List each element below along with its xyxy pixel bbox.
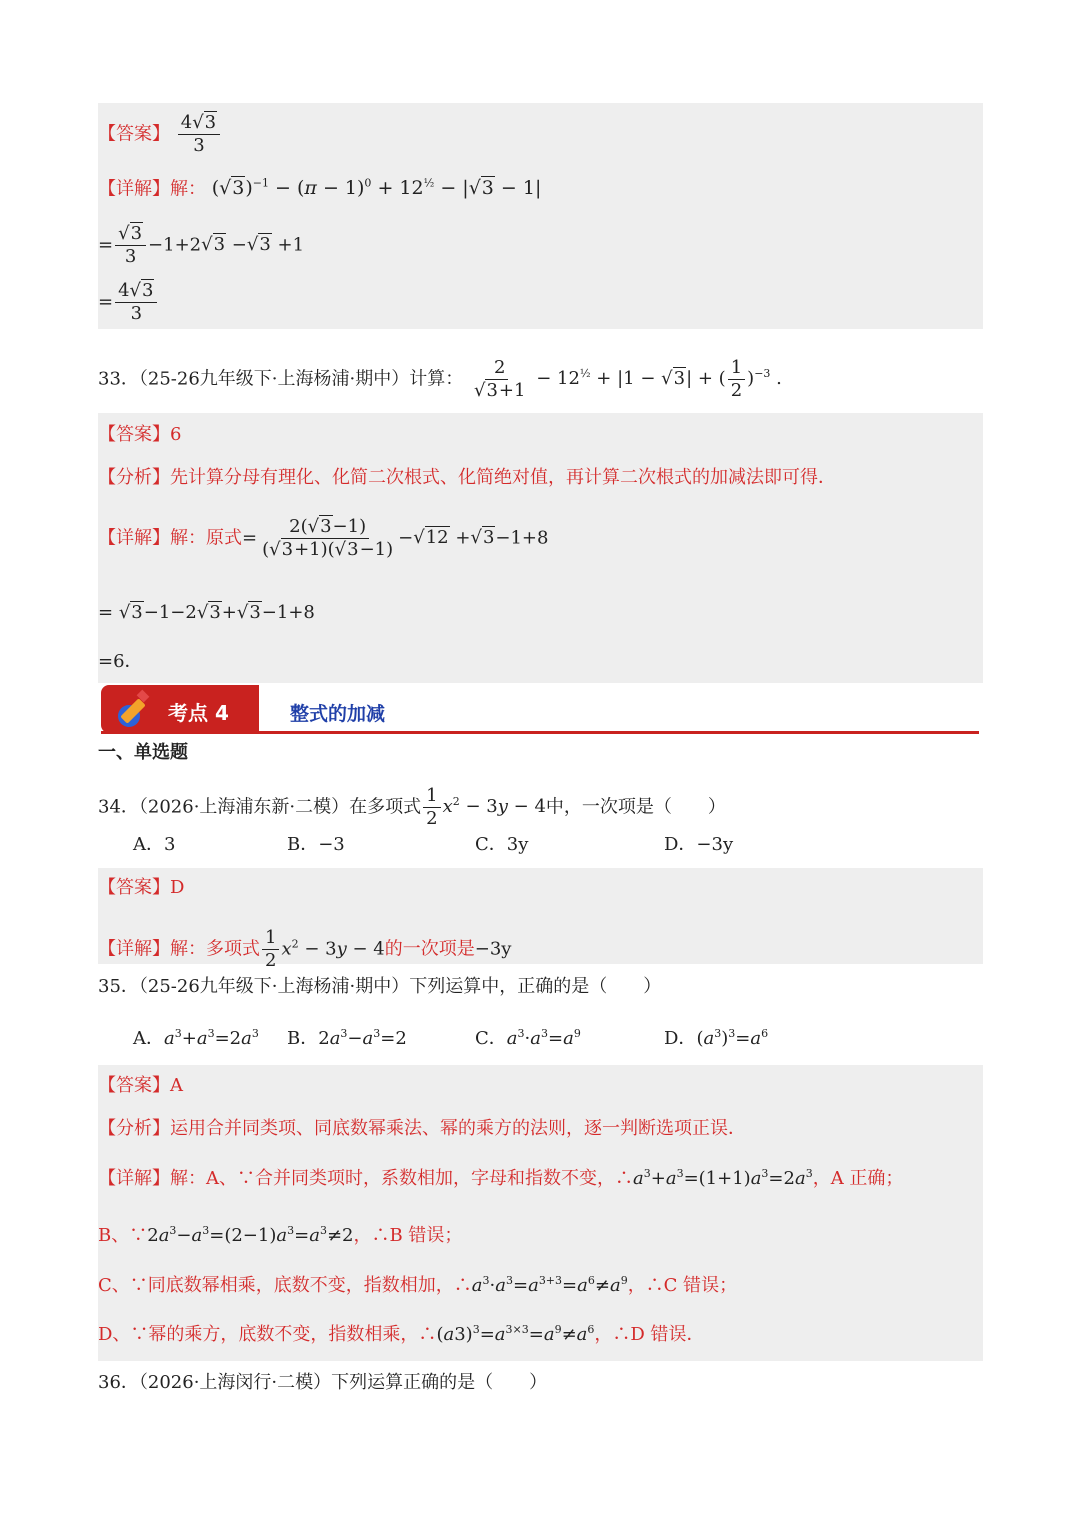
pencil-icon <box>116 688 158 730</box>
q32-step1: = √ $\frac{3}{3}$ −1+2√ 3 −√ 3 +1 <box>98 224 304 267</box>
q33-analysis-line <box>98 469 836 487</box>
q35-detail-line4: D、∵幂的乘方，底数不变，指数相乘，$\therefore(a3)^3=a^{3\times 3}=a^9\ne a^6$，∴D 错误． <box>98 1323 705 1345</box>
section-badge-text: 考点 4 <box>168 701 229 725</box>
answer-value: 6 <box>170 424 182 445</box>
q33-final: =6． <box>98 651 143 672</box>
stem-tail: 中，一次项是（ ） <box>545 796 726 818</box>
q35-detail-line2: B、$\because 2a^3-a^3=(2-1)a^3=a^3\ne 2$，∴B 错误； <box>98 1224 463 1246</box>
q35-option-c[interactable]: C．$a^3\cdot a^3=a^9$ <box>475 1027 581 1049</box>
detail-tail: 的一次项是 <box>384 938 475 960</box>
q32-detail-line <box>98 178 541 198</box>
q35-solution-box <box>98 1065 983 1361</box>
q35-option-a[interactable]: A．$a^3+a^3=2a^3$ <box>133 1027 259 1049</box>
q32-answer-line <box>98 113 222 156</box>
q34-polynomial: $\frac{1}{2}$ $x^2 - 3y - 4$ <box>421 796 546 817</box>
q34-answer-line <box>98 879 184 897</box>
q35-analysis-line <box>98 1120 746 1138</box>
detail-tag: 【详解】 <box>98 178 170 200</box>
answer-tag: 【答案】 <box>98 1075 170 1096</box>
answer-value: D <box>170 877 185 898</box>
answer-value: A <box>170 1075 183 1096</box>
answer-fraction: $\frac{4√ 3}{3}$ <box>178 113 220 156</box>
question-number: 36． <box>98 1372 139 1393</box>
q33-expression: 2 √ 3+1 − $12^{\frac{1}{2}} + |1$ − √ 3| + ( $\frac{1}{2}$ )$^{-3}$ . <box>469 368 782 389</box>
question-number: 33． <box>98 368 139 390</box>
q34-option-b[interactable]: B．−3 <box>287 834 345 855</box>
detail-prefix: 解：原式 <box>170 527 242 549</box>
analysis-tag: 【分析】 <box>98 1118 170 1139</box>
detail-tag: 【详解】 <box>98 938 170 960</box>
answer-tag: 【答案】 <box>98 424 170 445</box>
analysis-text: 先计算分母有理化、化简二次根式、化简绝对值，再计算二次根式的加减法即可得． <box>170 467 836 488</box>
detail-prefix: 解：多项式 <box>170 938 260 960</box>
q35-detail-line1: 【详解】解：A、∵合并同类项时，系数相加，字母和指数不变，$\therefore a^3+a^3=(1+1)a^3=2a^3$，A 正确； <box>98 1167 904 1189</box>
q36-stem <box>98 1374 547 1392</box>
q32-solution-box <box>98 103 983 329</box>
q34-detail-line: 【详解】解：多项式 $\frac{1}{2}$ $x^2 - 3y - 4$的一次项是−3y <box>98 927 512 971</box>
detail-tag: 【详解】 <box>98 1168 170 1189</box>
question-number: 35． <box>98 976 139 997</box>
section-rule <box>101 731 979 734</box>
q35-option-d[interactable]: D．$(a^3)^3=a^6$ <box>664 1027 769 1049</box>
question-source: （25-26九年级下·上海杨浦·期中）下列运算中，正确的是（ ） <box>138 976 662 997</box>
question-source: （2026·上海闵行·二模）下列运算正确的是（ ） <box>138 1372 548 1393</box>
answer-tag: 【答案】 <box>98 877 170 898</box>
question-source: （2026·上海浦东新·二模）在多项式 <box>138 796 422 818</box>
q35-answer-line <box>98 1077 183 1095</box>
question-source: （25-26九年级下·上海杨浦·期中）计算： <box>138 368 464 390</box>
q32-expression: (√ $3)^{-1} - (\pi - 1)^0 + 12^{\frac{1}{2}}$ − |√ 3 − 1| <box>212 177 542 199</box>
q34-option-a[interactable]: A．3 <box>133 834 176 855</box>
q35-option-b[interactable]: B．$2a^3-a^3=2$ <box>287 1027 407 1049</box>
q33-answer-line <box>98 426 181 444</box>
jie-label: 解： <box>170 178 206 200</box>
detail-tag: 【详解】 <box>98 527 170 549</box>
q32-step2: = $\frac{4√ 3}{3}$ <box>98 281 159 324</box>
q34-option-d[interactable]: D．−3y <box>664 834 734 855</box>
question-number: 34． <box>98 796 139 818</box>
q33-stem <box>98 358 782 401</box>
analysis-text: 运用合并同类项、同底数幂乘法、幂的乘方的法则，逐一判断选项正误． <box>170 1118 746 1139</box>
section-subheading: 一、单选题 <box>98 742 188 763</box>
analysis-tag: 【分析】 <box>98 467 170 488</box>
q34-stem <box>98 786 726 829</box>
answer-tag: 【答案】 <box>98 123 170 145</box>
section-title: 整式的加减 <box>290 703 386 725</box>
q35-stem <box>98 978 661 996</box>
q33-detail-line: 【详解】解：原式= $\frac{2(√ 3-1)}{(√ 3+1)(√ 3-1)}$ −√ 12 +√ 3−1+8 <box>98 517 548 560</box>
q33-step: = √ 3−1−2√ 3+√ 3−1+8 <box>98 604 315 622</box>
detail-result: −3y <box>474 938 512 960</box>
q35-detail-line3: C、∵同底数幂相乘，底数不变，指数相加，$\therefore a^3\cdot a^3=a^{3+3}=a^6\ne a^9$，∴C 错误； <box>98 1274 738 1296</box>
q34-option-c[interactable]: C．3y <box>475 834 529 855</box>
